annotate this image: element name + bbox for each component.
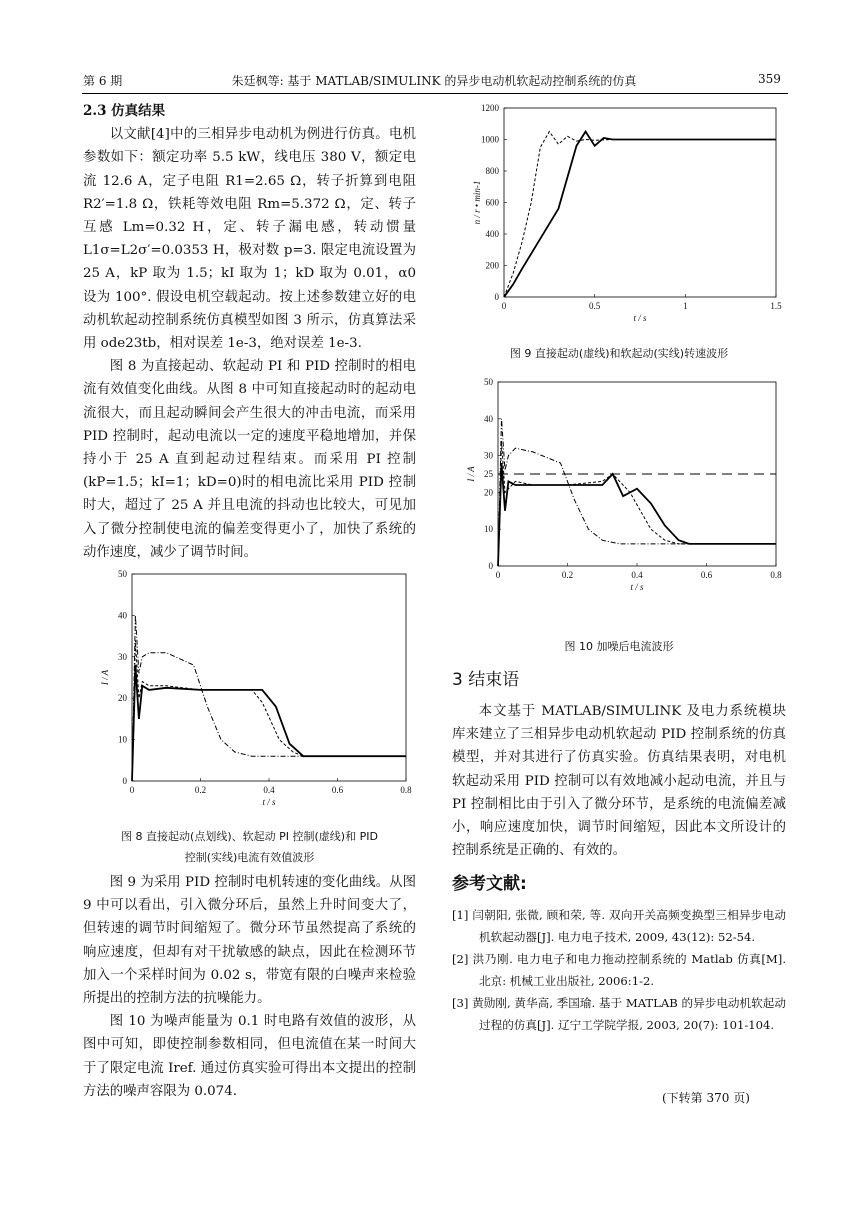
- series-line-solid: [498, 463, 776, 566]
- paragraph-conclusion: 本文基于 MATLAB/SIMULINK 及电力系统模块库来建立了三相异步电动机软起动 PID 控制系统的仿真模型，并对其进行了仿真实验。仿真结果表明，对电机软起动采用 PID 控制可以有效地减小起动电流，并且与 PI 控制相比由于引入了微分环节，是系统的电流偏差减小，响应速度加快，调节时间缩短，因此本文所设计的控制系统是正确的、有效的。: [452, 704, 786, 859]
- y-tick-label: 50: [484, 377, 493, 387]
- left-column-bottom: [83, 871, 416, 1103]
- y-tick-label: 400: [485, 229, 499, 239]
- series-line-solid: [132, 665, 406, 781]
- y-tick-label: 50: [118, 569, 127, 579]
- figure-8: [100, 566, 420, 820]
- continued-note: (下转第 370 页): [662, 1091, 750, 1105]
- x-tick-label: 0: [495, 570, 501, 580]
- series-line-solid: [504, 132, 776, 297]
- y-tick-label: 10: [484, 524, 493, 535]
- y-tick-label: 40: [118, 610, 127, 621]
- x-tick-label: 0: [501, 301, 507, 311]
- y-tick-label: 40: [484, 413, 493, 424]
- figure-8-caption-line2: 控制(实线)电流有效值波形: [184, 851, 315, 864]
- figure-9: [462, 100, 802, 336]
- y-tick-label: 30: [484, 450, 493, 461]
- y-tick-label: 20: [484, 487, 493, 498]
- y-tick-label: 20: [118, 693, 127, 704]
- x-tick-label: 1.5: [770, 301, 782, 311]
- y-tick-label: 25: [484, 469, 493, 479]
- y-tick-label: 10: [118, 734, 127, 745]
- x-tick-label: 0.8: [770, 570, 782, 580]
- paragraph-fig8-discussion: 图 8 为直接起动、软起动 PI 和 PID 控制时的相电流有效值变化曲线。从图 8 中可知直接起动时的起动电流很大，而且起动瞬间会产生很大的冲击电流，而采用 PID 控制时，起动电流以一定的速度平稳地增加，并保持小于 25 A 直到起动过程结束。而采用 PI 控制(kP=1.5；kI=1；kD=0)时的相电流比采用 PID 控制时大，超过了 25 A 并且电流的抖动也比较大，可见加入了微分控制使电流的偏差变得更小了，加快了系统的动作速度，减少了调节时间。: [83, 359, 416, 560]
- x-tick-label: 0.6: [700, 570, 713, 580]
- reference-item-3: [3] 黄勋刚, 黄华高, 季国瑜. 基于 MATLAB 的异步电动机软起动过程的仿真[J]. 辽宁工学院学报, 2003, 20(7): 101-104.: [452, 996, 786, 1033]
- header-rule: [82, 93, 788, 94]
- x-tick-label: 0: [129, 785, 135, 795]
- y-axis-label: n / r • min-1: [472, 180, 482, 225]
- x-tick-label: 0.2: [561, 570, 574, 580]
- x-tick-label: 0.8: [400, 785, 412, 795]
- x-axis-label: t / s: [262, 797, 276, 807]
- y-tick-label: 30: [118, 651, 127, 662]
- x-axis-label: t / s: [630, 582, 644, 592]
- figure-9-chart: [462, 100, 802, 332]
- right-column-text: [452, 666, 786, 1036]
- y-tick-label: 0: [488, 561, 493, 571]
- issue-label: 第 6 期: [83, 74, 123, 88]
- paragraph-params: 以文献[4]中的三相异步电动机为例进行仿真。电机参数如下：额定功率 5.5 kW，线电压 380 V，额定电流 12.6 A，定子电阻 R1=2.65 Ω，转子折算到电阻 R2′=1.8 Ω，铁耗等效电阻 Rm=5.372 Ω，定、转子互感 Lm=0.32 H，定、转子漏电感，转动惯量 L1σ=L2σ′=0.0353 H，极对数 p=3. 限定电流设置为 25 A，kP 取为 1.5；kI 取为 1；kD 取为 0.01，α0 设为 100°. 假设电机空载起动。按上述参数建立好的电动机软起动控制系统仿真模型如图 3 所示，仿真算法采用 ode23tb，相对误差 1e-3，绝对误差 1e-3.: [83, 127, 416, 352]
- reference-item-1: [1] 闫朝阳, 张微, 顾和荣, 等. 双向开关高频变换型三相异步电动机软起动器[J]. 电力电子技术, 2009, 43(12): 52-54.: [452, 908, 786, 945]
- x-tick-label: 0.2: [194, 785, 207, 795]
- figure-10-chart: [462, 374, 792, 624]
- y-tick-label: 1200: [481, 103, 499, 113]
- series-line-dashed: [132, 640, 406, 781]
- y-tick-label: 600: [485, 197, 499, 208]
- y-tick-label: 800: [485, 166, 499, 176]
- y-tick-label: 1000: [481, 134, 499, 145]
- left-column-top: [83, 100, 416, 564]
- x-tick-label: 0.4: [263, 785, 275, 795]
- section-title-2-3: 2.3 仿真结果: [83, 103, 166, 119]
- figure-10: [462, 374, 792, 628]
- figure-8-caption: [83, 826, 416, 868]
- x-tick-label: 1: [683, 301, 688, 311]
- x-axis-label: t / s: [633, 313, 647, 323]
- series-line-dashed: [498, 441, 776, 566]
- y-axis-label: I / A: [466, 466, 476, 482]
- plot-frame: [132, 574, 406, 781]
- y-tick-label: 200: [485, 260, 499, 271]
- paragraph-fig10-discussion: 图 10 为噪声能量为 0.1 时电路有效值的波形，从图中可知，即使控制参数相同，但电流值在某一时间大于了限定电流 Iref. 通过仿真实验可得出本文提出的控制方法的噪声容限为 0.074.: [83, 1014, 416, 1099]
- plot-frame: [504, 108, 776, 297]
- y-tick-label: 0: [122, 776, 127, 786]
- figure-8-caption-line1: 图 8 直接起动(点划线)、软起动 PI 控制(虚线)和 PID: [121, 830, 378, 843]
- paragraph-fig9-discussion: 图 9 为采用 PID 控制时电机转速的变化曲线。从图 9 中可以看出，引入微分环后，虽然上升时间变大了，但转速的调节时间缩短了。微分环节虽然提高了系统的响应速度，但却有对干扰敏感的缺点，因此在检测环节加入一个采样时间为 0.02 s，带宽有限的白噪声来检验所提出的控制方法的抗噪能力。: [83, 875, 416, 1007]
- figure-9-caption: 图 9 直接起动(虚线)和软起动(实线)转速波形: [509, 347, 729, 360]
- section-title-3: 3 结束语: [452, 670, 520, 690]
- y-axis-label: I / A: [100, 669, 110, 686]
- figure-10-caption: 图 10 加噪后电流波形: [564, 640, 674, 653]
- series-line-dashed: [504, 132, 776, 297]
- page-number: 359: [758, 72, 781, 86]
- references-title: 参考文献:: [452, 874, 527, 895]
- reference-item-2: [2] 洪乃刚. 电力电子和电力拖动控制系统的 Matlab 仿真[M]. 北京: 机械工业出版社, 2006:1-2.: [452, 952, 786, 989]
- y-tick-label: 0: [494, 292, 499, 302]
- x-tick-label: 0.4: [631, 570, 643, 580]
- figure-8-chart: [100, 566, 420, 816]
- x-tick-label: 0.6: [331, 785, 344, 795]
- x-tick-label: 0.5: [589, 301, 601, 311]
- running-title: 朱廷枫等: 基于 MATLAB/SIMULINK 的异步电动机软起动控制系统的仿真: [231, 74, 637, 88]
